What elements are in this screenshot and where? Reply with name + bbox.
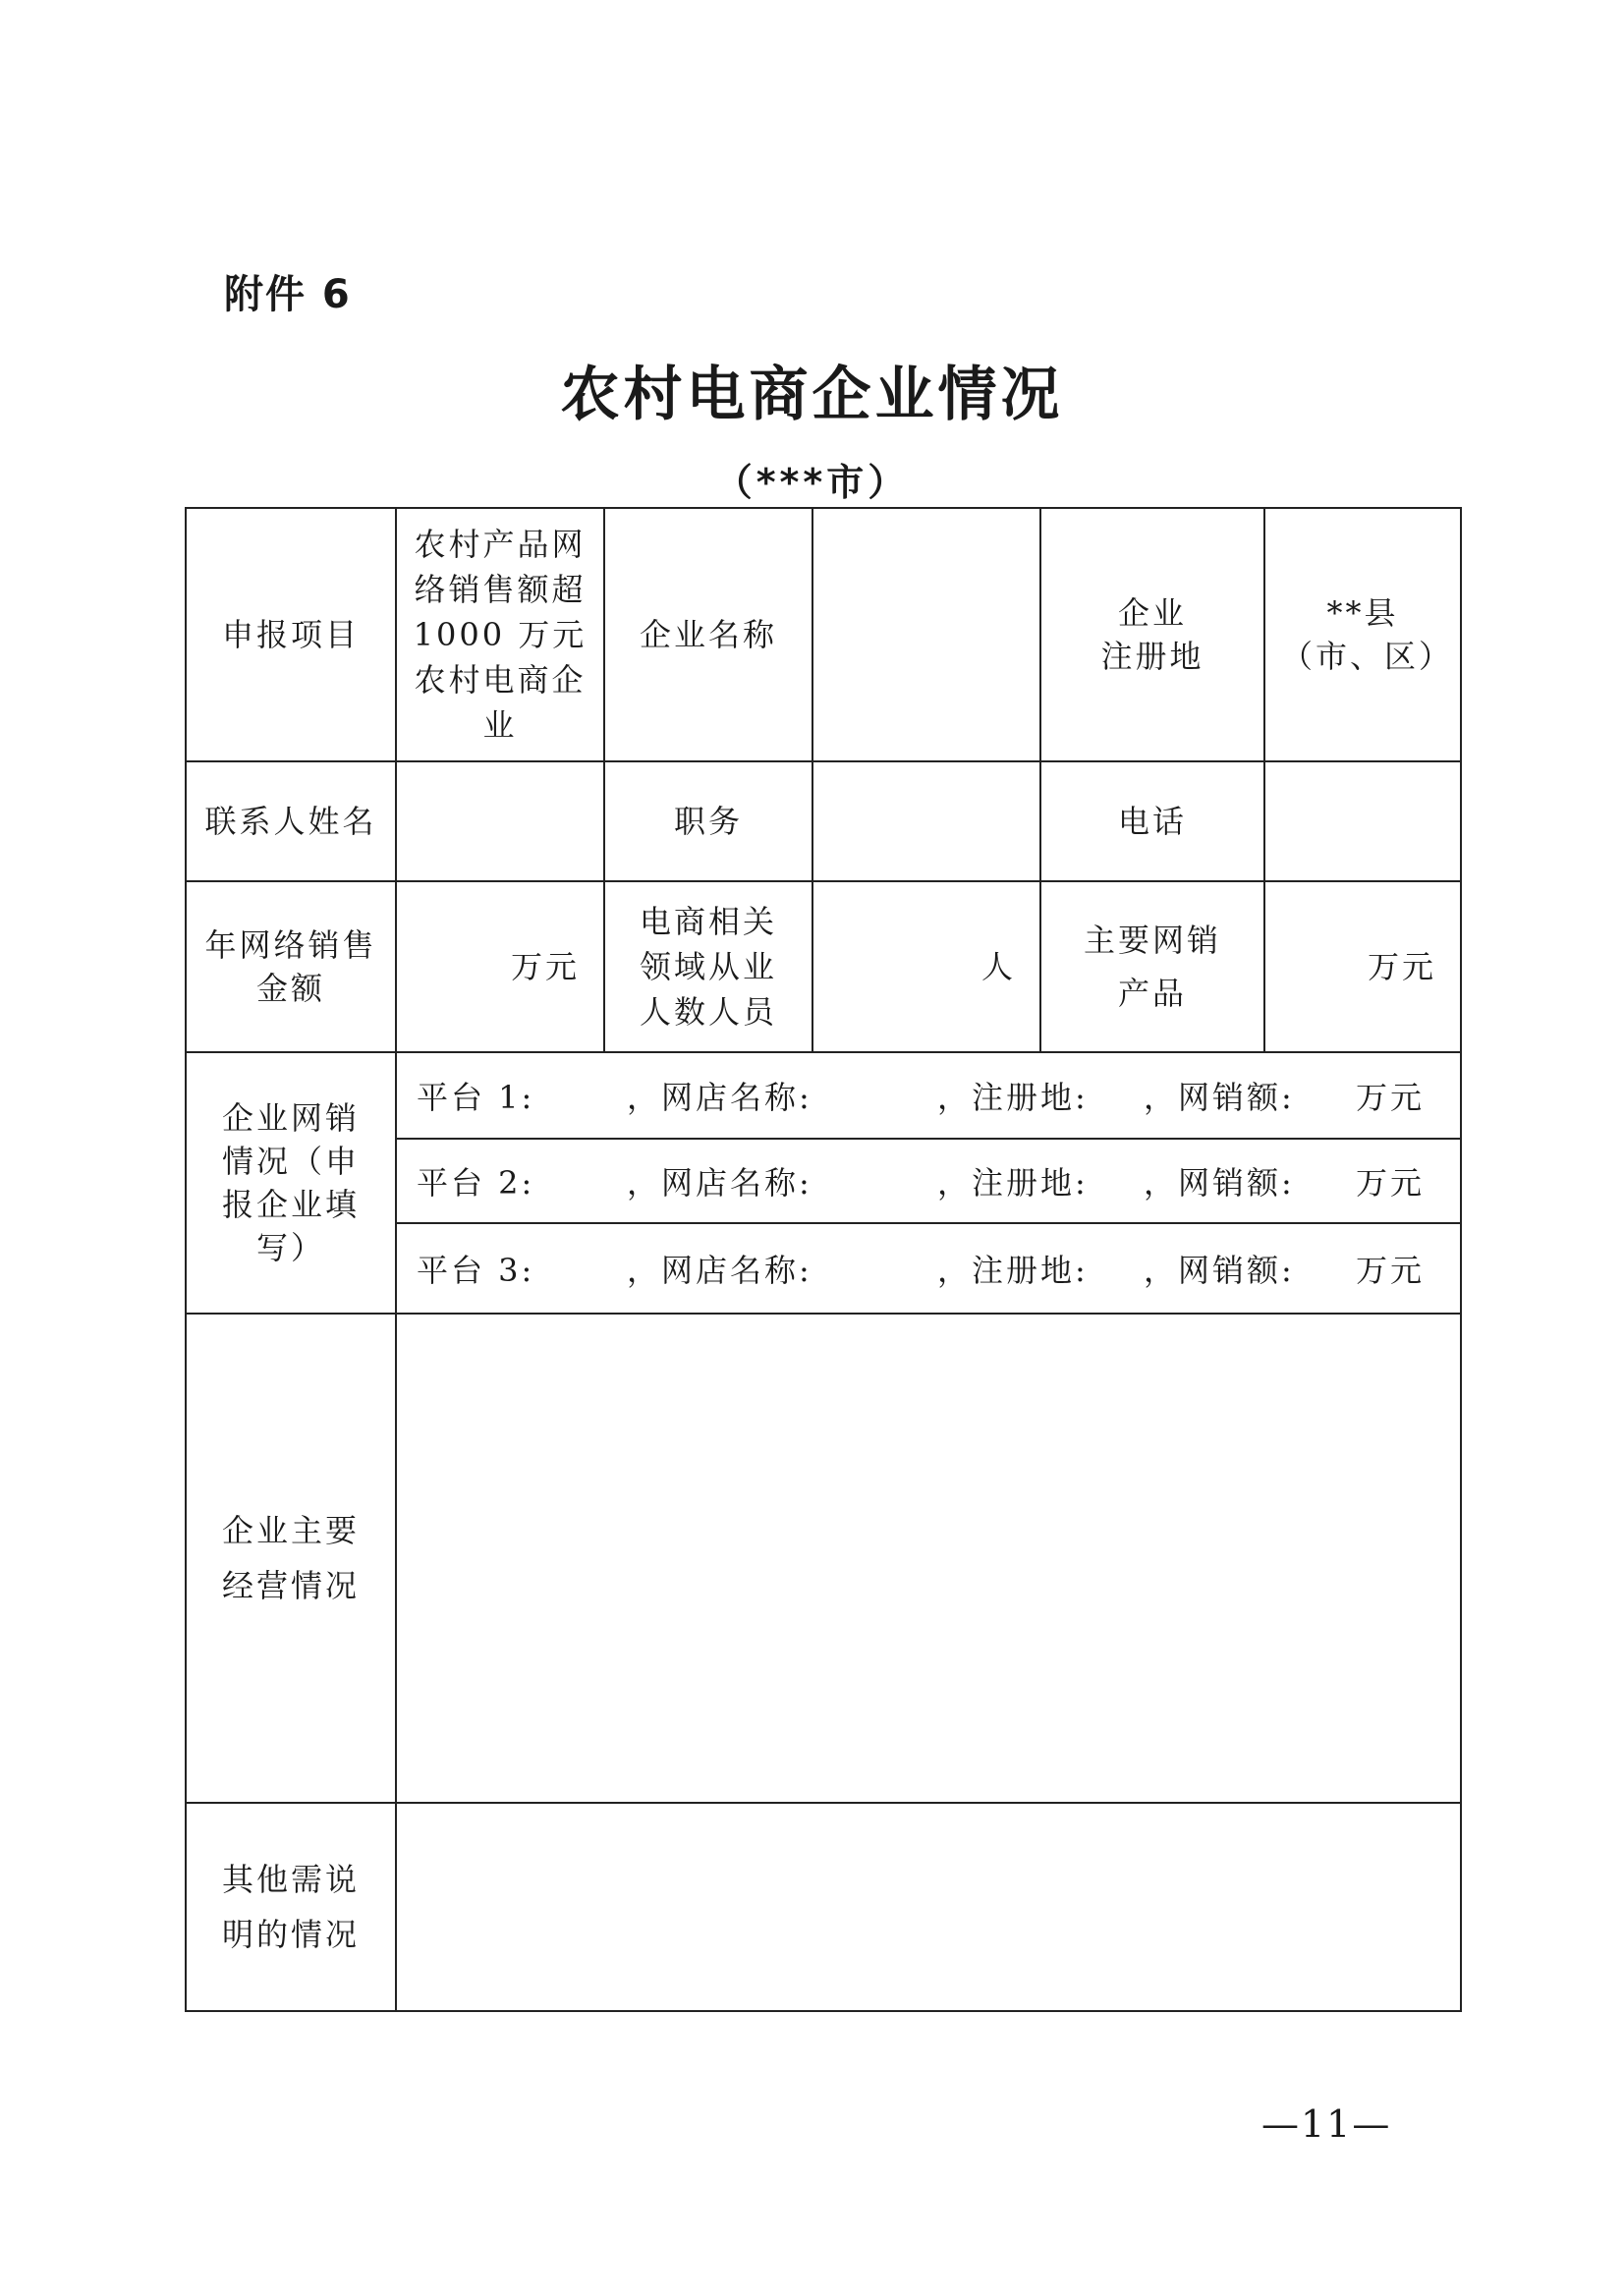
- enterprise-form: [185, 507, 1462, 2012]
- sales-amount-label: ，网销额:: [1144, 1164, 1295, 1202]
- annual-sales-field[interactable]: 万元: [395, 880, 605, 1053]
- operations-label: 企业主要经营情况: [185, 1313, 397, 1804]
- company-name-label: 企业名称: [603, 507, 813, 762]
- operations-field[interactable]: [395, 1313, 1462, 1804]
- apply-value: 农村产品网络销售额超1000 万元农村电商企业: [395, 507, 605, 762]
- page-number: —11—: [1261, 2102, 1392, 2146]
- other-notes-label: 其他需说明的情况: [185, 1802, 397, 2012]
- platform-row[interactable]: [395, 1051, 1462, 1140]
- staff-count-field[interactable]: 人: [812, 880, 1041, 1053]
- platform-row[interactable]: [395, 1222, 1462, 1315]
- platform-name: 平台 2:: [417, 1164, 535, 1202]
- position-label: 职务: [603, 760, 813, 882]
- online-sales-label: 企业网销情况（申报企业填写）: [185, 1051, 397, 1315]
- reg-place-field[interactable]: **县（市、区）: [1263, 507, 1462, 762]
- main-product-label: 主要网销产品: [1039, 880, 1265, 1053]
- shop-name-label: ，网店名称:: [627, 1164, 812, 1202]
- staff-count-label: 电商相关领域从业人数人员: [603, 880, 813, 1053]
- unit-label: 万元: [1356, 1079, 1426, 1116]
- platform-row[interactable]: [395, 1138, 1462, 1224]
- sales-amount-label: ，网销额:: [1144, 1252, 1295, 1289]
- unit-label: 万元: [1356, 1252, 1426, 1289]
- apply-label: 申报项目: [185, 507, 397, 762]
- page-subtitle: （***市）: [714, 461, 910, 504]
- main-product-field[interactable]: 万元: [1263, 880, 1462, 1053]
- contact-label: 联系人姓名: [185, 760, 397, 882]
- reg-place-label: 企业 注册地: [1039, 507, 1265, 762]
- shop-name-label: ，网店名称:: [627, 1252, 812, 1289]
- page-title: 农村电商企业情况: [560, 361, 1064, 429]
- contact-field[interactable]: [395, 760, 605, 882]
- platform-name: 平台 3:: [417, 1252, 535, 1289]
- sales-amount-label: ，网销额:: [1144, 1079, 1295, 1116]
- reg-place-label: ，注册地:: [937, 1252, 1089, 1289]
- reg-place-label: ，注册地:: [937, 1079, 1089, 1116]
- shop-name-label: ，网店名称:: [627, 1079, 812, 1116]
- phone-label: 电话: [1039, 760, 1265, 882]
- phone-field[interactable]: [1263, 760, 1462, 882]
- annex-label: 附件 6: [224, 272, 352, 317]
- unit-label: 万元: [1356, 1164, 1426, 1202]
- position-field[interactable]: [812, 760, 1041, 882]
- platform-name: 平台 1:: [417, 1079, 535, 1116]
- other-notes-field[interactable]: [395, 1802, 1462, 2012]
- company-name-field[interactable]: [812, 507, 1041, 762]
- annual-sales-label: 年网络销售金额: [185, 880, 397, 1053]
- reg-place-label: ，注册地:: [937, 1164, 1089, 1202]
